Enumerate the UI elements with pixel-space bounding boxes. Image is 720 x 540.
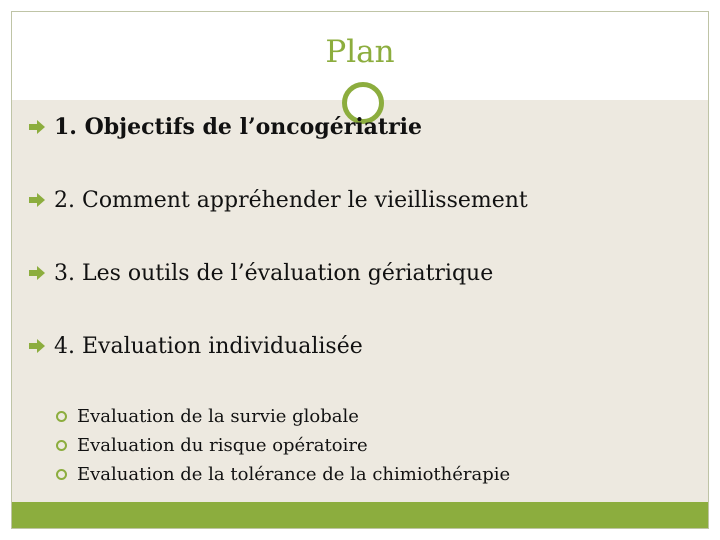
arrow-bullet-icon <box>28 339 48 353</box>
outline-item-label: 1. Objectifs de l’oncogériatrie <box>54 114 423 140</box>
sub-list-item <box>56 402 700 431</box>
sub-list-item-label: Evaluation du risque opératoire <box>77 435 368 456</box>
outline-item-label: 2. Comment appréhender le vieillissement <box>54 187 528 213</box>
outline-list <box>28 110 700 489</box>
sub-list-container <box>28 402 700 489</box>
outline-item <box>28 183 700 217</box>
sub-list <box>56 402 700 489</box>
outline-item <box>28 110 700 144</box>
ring-bullet-icon <box>56 411 67 422</box>
outline-item-label: 3. Les outils de l’évaluation gériatrique <box>54 260 494 286</box>
outline-item <box>28 256 700 290</box>
outline-item-label: 4. Evaluation individualisée <box>54 333 363 359</box>
arrow-bullet-icon <box>28 193 48 207</box>
sub-list-item-label: Evaluation de la survie globale <box>77 406 359 427</box>
footer-band <box>12 502 708 528</box>
slide-title: Plan <box>325 34 395 70</box>
arrow-bullet-icon <box>28 120 48 134</box>
ring-bullet-icon <box>56 469 67 480</box>
ring-bullet-icon <box>56 440 67 451</box>
outline-item <box>28 329 700 363</box>
sub-list-item <box>56 460 700 489</box>
sub-list-item-label: Evaluation de la tolérance de la chimiothérapie <box>77 464 511 485</box>
arrow-bullet-icon <box>28 266 48 280</box>
sub-list-item <box>56 431 700 460</box>
